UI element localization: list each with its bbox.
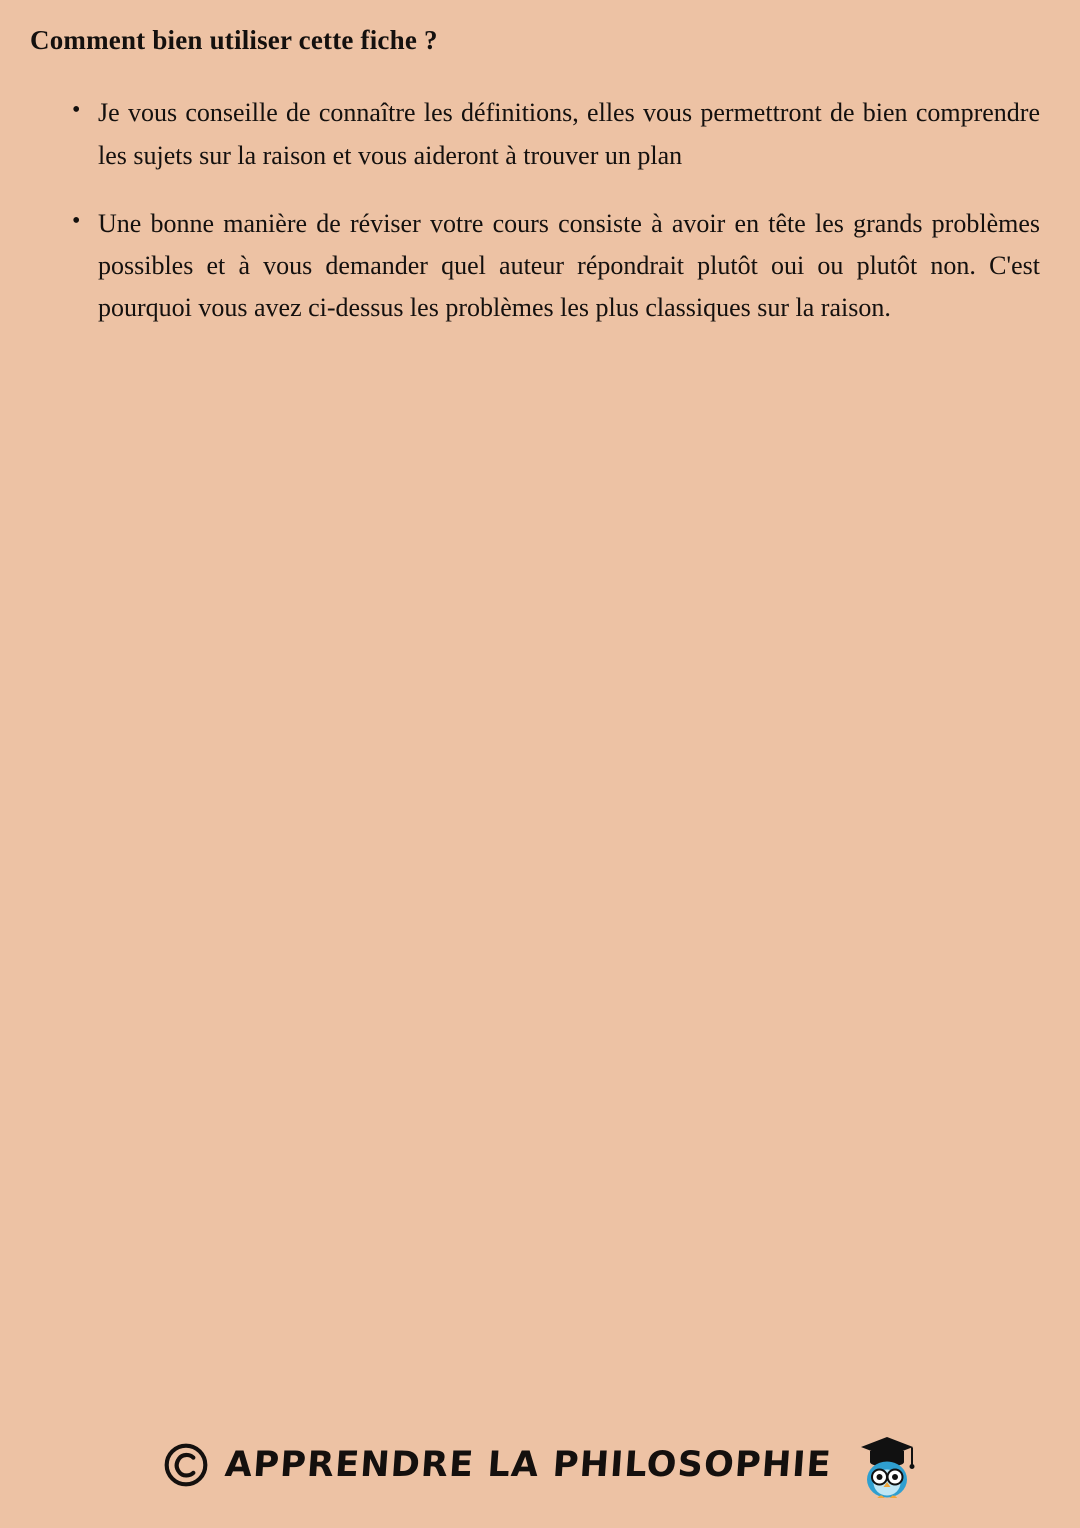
owl-graduate-logo-icon: [857, 1432, 917, 1498]
footer-watermark: [0, 1432, 1080, 1498]
page-title: Comment bien utiliser cette fiche ?: [30, 25, 438, 55]
advice-list: [22, 92, 1058, 329]
copyright-icon: [163, 1442, 209, 1488]
list-item: • Je vous conseille de connaître les définitions, elles vous permettront de bien comprendre les sujets sur la raison et vous aideront à trouver un plan: [72, 92, 1040, 176]
brand-name: APPRENDRE LA PHILOSOPHIE: [223, 1445, 833, 1485]
list-item: • Une bonne manière de réviser votre cours consiste à avoir en tête les grands problèmes possibles et à vous demander quel auteur répondrait plutôt oui ou plutôt non. C'est pourquoi vous avez ci-dessus les problèmes les plus classiques sur la raison.: [72, 203, 1040, 329]
